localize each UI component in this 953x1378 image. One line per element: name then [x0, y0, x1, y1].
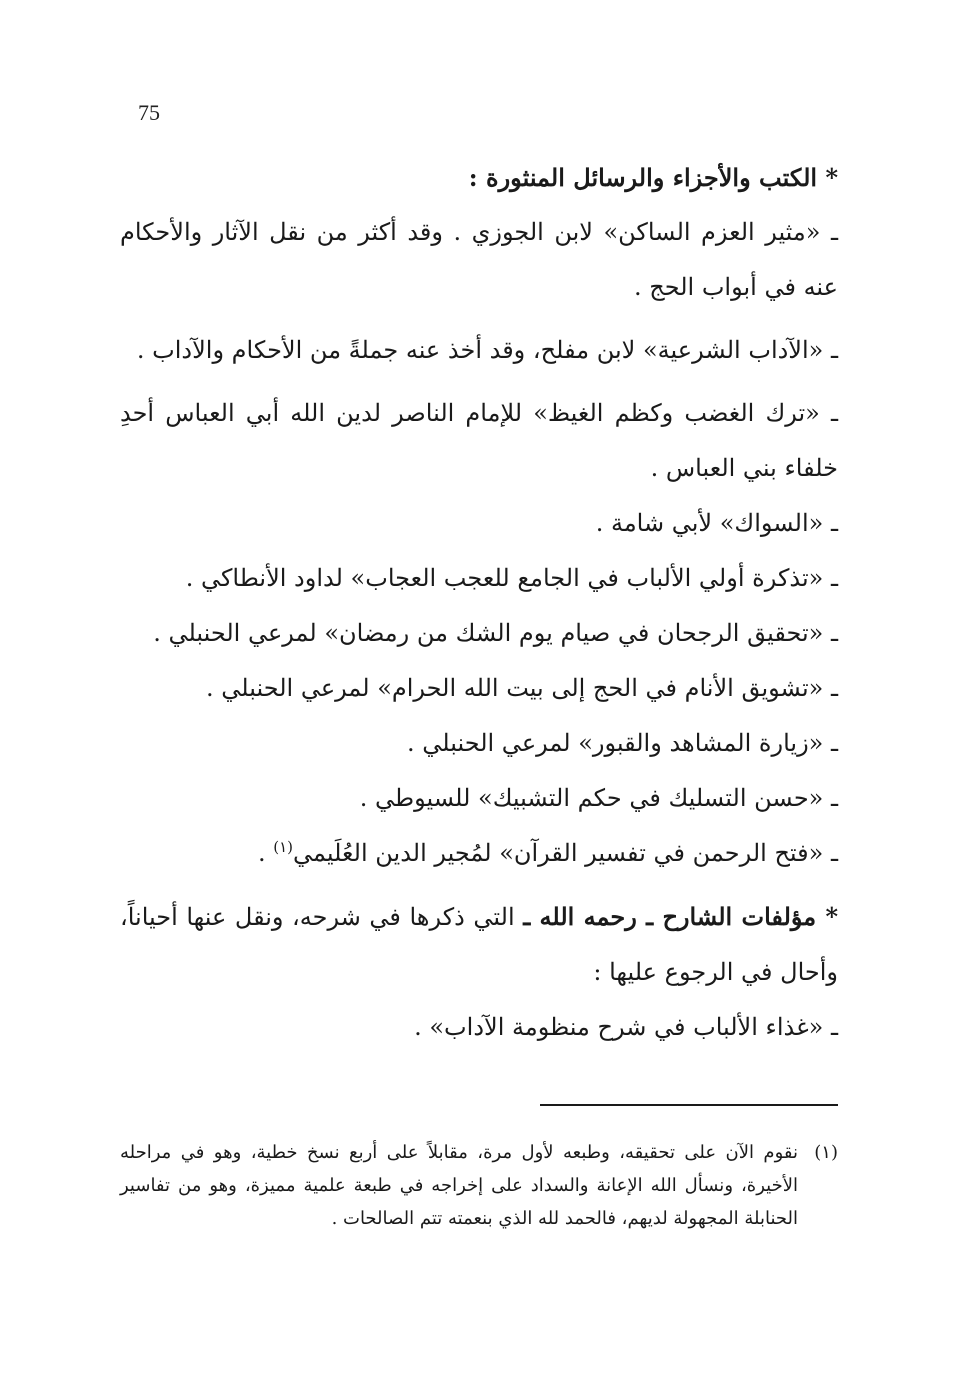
main-text	[120, 150, 838, 1055]
list-item: ـ «الآداب الشرعية» لابن مفلح، وقد أخذ عنه جملةً من الأحكام والآداب .	[136, 336, 838, 364]
list-item: ـ «غذاء الألباب في شرح منظومة الآداب» .	[414, 1013, 838, 1041]
list-item: ـ «تشويق الأنام في الحج إلى بيت الله الحرام» لمرعي الحنبلي .	[206, 674, 838, 702]
footnote-reference: (١)	[273, 838, 293, 856]
list-item: ـ «تحقيق الرجحان في صيام يوم الشك من رمضان» لمرعي الحنبلي .	[153, 619, 838, 647]
list-item-end: .	[257, 839, 274, 867]
footnote-divider	[540, 1104, 838, 1106]
list-item: ـ «مثير العزم الساكن» لابن الجوزي . وقد أكثر من نقل الآثار والأحكام عنه في أبواب الحج .	[120, 218, 838, 301]
list-item: ـ «تذكرة أولي الألباب في الجامع للعجب العجاب» لداود الأنطاكي .	[185, 564, 838, 592]
page-number: 75	[138, 100, 160, 125]
footnote	[120, 1136, 838, 1235]
list-item: ـ «زيارة المشاهد والقبور» لمرعي الحنبلي .	[407, 729, 838, 757]
list-item: ـ «ترك الغضب وكظم الغيظ» للإمام الناصر لدين الله أبي العباس أحدِ خلفاء بني العباس .	[120, 399, 838, 482]
list-item: ـ «حسن التسليك في حكم التشبيك» للسيوطي .	[359, 784, 838, 812]
list-item-text: ـ «فتح الرحمن في تفسير القرآن» لمُجير الدين العُلَيمي	[292, 839, 838, 867]
commentator-works-intro: التي ذكرها في شرحه، ونقل عنها أحياناً، وأحال في الرجوع عليها :	[120, 903, 838, 986]
published-works-heading: * الكتب والأجزاء والرسائل المنثورة :	[468, 163, 838, 192]
footnote-number: (١)	[814, 1142, 838, 1163]
list-item: ـ «السواك» لأبي شامة .	[595, 509, 838, 537]
commentator-works-heading: * مؤلفات الشارح ـ رحمه الله ـ	[523, 902, 838, 931]
footnote-text: نقوم الآن على تحقيقه، وطبعه لأول مرة، مقابلاً على أربع نسخ خطية، وهو في مراحله الأخيرة، ونسأل الله الإعانة والسداد على إخراجه في طبعة علمية مميزة، وهو من تفاسير الحنابلة المجهولة لديهم، فالحمد لله الذي بنعمته تتم الصالحات .	[120, 1142, 798, 1229]
commentator-works-paragraph	[120, 889, 838, 1000]
list-item-with-footnote	[120, 826, 838, 881]
